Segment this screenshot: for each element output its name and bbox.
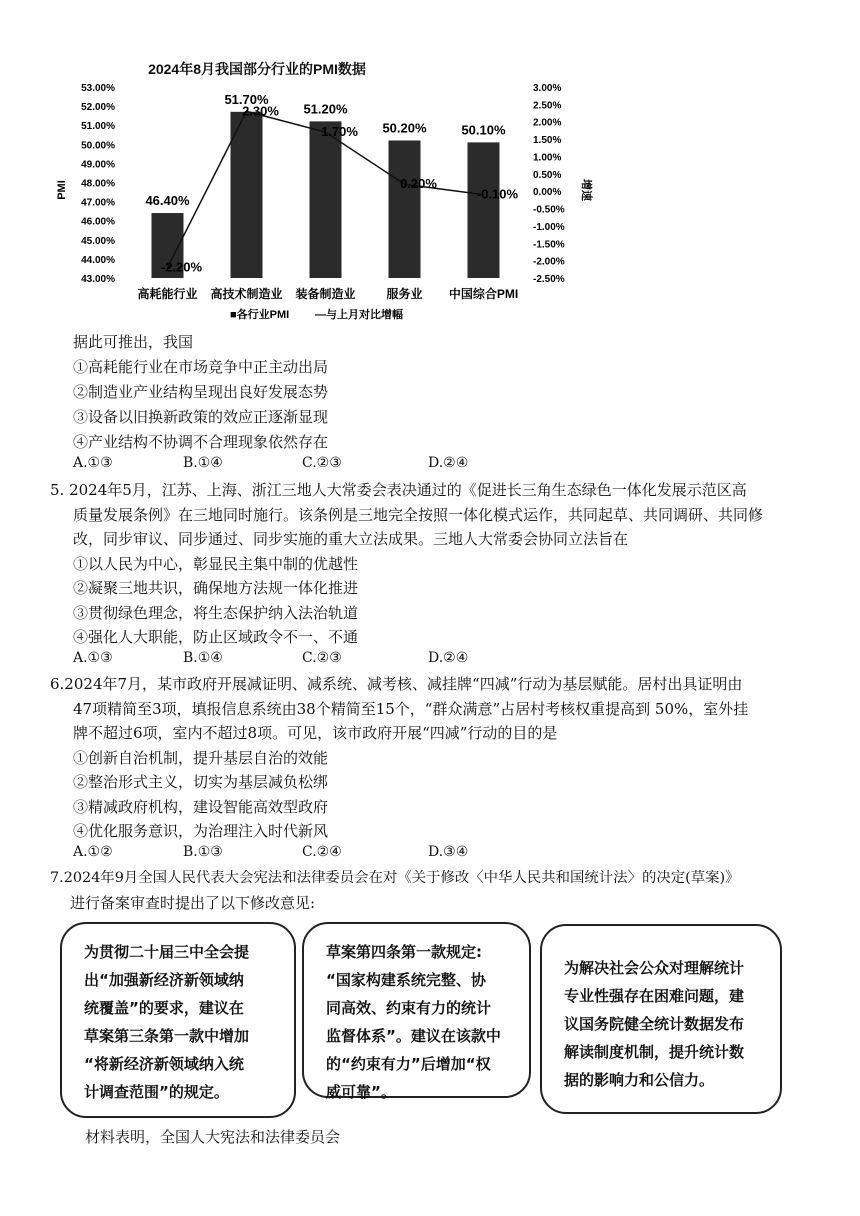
y-tick-label: 46.00% — [81, 216, 115, 228]
category-label: 服务业 — [386, 287, 423, 301]
q6-option-a[interactable]: A.①② — [73, 844, 113, 860]
q4-option-a[interactable]: A.①③ — [73, 455, 113, 471]
line-value-label: 2.30% — [242, 103, 279, 119]
q6-line-1: 6.2024年7月，某市政府开展减证明、减系统、减考核、减挂牌“四减”行动为基层赋能。居村出具证明由 — [50, 675, 743, 693]
legend — [230, 307, 403, 321]
y2-tick-label: 1.00% — [533, 152, 562, 164]
q5-line-3: 改，同步审议、同步通过、同步实施的重大立法成果。三地人大常委会协同立法旨在 — [73, 530, 629, 548]
bar-series — [145, 92, 506, 278]
y2-axis-ticks — [533, 83, 565, 285]
y-tick-label: 50.00% — [81, 140, 115, 152]
q5-option-b[interactable]: B.①④ — [183, 650, 223, 666]
q5-item-1: ①以人民为中心，彰显民主集中制的优越性 — [73, 555, 359, 573]
q6-line-2: 47项精简至3项，填报信息系统由38个精简至15个，“群众满意”占居村考核权重提高到 50%，室外挂 — [73, 700, 749, 718]
y2-tick-label: 2.50% — [533, 100, 562, 112]
q6-item-4: ④优化服务意识，为治理注入时代新风 — [73, 822, 329, 840]
q4-item-2: ②制造业产业结构呈现出良好发展态势 — [73, 383, 329, 401]
bar-value-label: 46.40% — [145, 193, 190, 209]
q5-line-1: 5. 2024年5月，江苏、上海、浙江三地人大常委会表决通过的《促进长三角生态绿色一体化发展示范区高 — [50, 481, 747, 499]
q4-item-1: ①高耗能行业在市场竞争中正主动出局 — [73, 358, 329, 376]
bar — [389, 140, 421, 278]
y-tick-label: 45.00% — [81, 235, 115, 247]
y-tick-label: 49.00% — [81, 159, 115, 171]
y-tick-label: 52.00% — [81, 102, 115, 114]
line-value-label: -0.10% — [476, 186, 519, 202]
q5-item-2: ②凝聚三地共识，确保地方法规一体化推进 — [73, 579, 359, 597]
q4-option-b[interactable]: B.①④ — [183, 455, 223, 471]
y-tick-label: 44.00% — [81, 254, 115, 266]
y2-axis-label: 增速 — [580, 179, 592, 201]
y-tick-label: 47.00% — [81, 197, 115, 209]
category-label: 高技术制造业 — [210, 287, 283, 301]
category-label: 高耗能行业 — [137, 287, 198, 301]
q6-item-1: ①创新自治机制，提升基层自治的效能 — [73, 749, 329, 767]
y-tick-label: 48.00% — [81, 178, 115, 190]
q6-item-3: ③精减政府机构，建设智能高效型政府 — [73, 798, 329, 816]
opinion-box-1 — [60, 922, 296, 1118]
y-tick-label: 43.00% — [81, 274, 115, 285]
q4-item-3: ③设备以旧换新政策的效应正逐渐显现 — [73, 408, 329, 426]
bar — [231, 112, 263, 278]
bar-value-label: 50.10% — [461, 122, 506, 138]
opinion-box-3 — [540, 924, 782, 1114]
bar-value-label: 50.20% — [382, 120, 427, 136]
opinion-box-1-text: 为贯彻二十届三中全会提 出“加强新经济新领域纳 统覆盖”的要求，建议在 草案第三条第一款中增加 “将新经济新领域纳入统 计调查范围”的规定。 — [84, 943, 250, 1101]
line-value-label: 0.20% — [400, 176, 437, 192]
q4-option-c[interactable]: C.②③ — [302, 455, 342, 471]
y-axis-ticks — [81, 83, 115, 285]
opinion-box-3-text: 为解决社会公众对理解统计 专业性强存在困难问题，建 议国务院健全统计数据发布 解读制度机制，提升统计数 据的影响力和公信力。 — [564, 959, 745, 1089]
y-tick-label: 51.00% — [81, 121, 115, 133]
bar — [310, 121, 342, 278]
q6-option-b[interactable]: B.①③ — [183, 844, 223, 860]
line-value-label: 1.70% — [321, 124, 358, 140]
y2-tick-label: -0.50% — [533, 204, 565, 216]
y2-tick-label: -2.50% — [533, 274, 565, 285]
q5-option-a[interactable]: A.①③ — [73, 650, 113, 666]
y2-tick-label: -2.00% — [533, 256, 565, 268]
legend-line-entry: —与上月对比增幅 — [315, 309, 403, 321]
q6-line-3: 牌不超过6项，室内不超过8项。可见，该市政府开展“四减”行动的目的是 — [73, 724, 558, 742]
y2-tick-label: 0.00% — [533, 187, 562, 199]
opinion-box-2-text: 草案第四条第一款规定: “国家构建系统完整、协 同高效、约束有力的统计 监督体系”。建议在该款中 的“约束有力”后增加“权 威可靠”。 — [326, 943, 501, 1101]
y2-tick-label: 0.50% — [533, 169, 562, 181]
q5-line-2: 质量发展条例》在三地同时施行。该条例是三地完全按照一体化模式运作，共同起草、共同调研、共同修 — [73, 506, 764, 524]
opinion-box-2 — [302, 922, 531, 1101]
q4-stem: 据此可推出，我国 — [73, 333, 194, 351]
q5-item-3: ③贯彻绿色理念，将生态保护纳入法治轨道 — [73, 604, 359, 622]
q5-option-c[interactable]: C.②③ — [302, 650, 342, 666]
bar — [468, 142, 500, 278]
q6-option-d[interactable]: D.③④ — [428, 844, 469, 860]
y-axis-label: PMI — [56, 180, 68, 200]
y2-tick-label: 3.00% — [533, 83, 562, 94]
q5-item-4: ④强化人大职能，防止区域政令不一、不通 — [73, 628, 359, 646]
q7-line-2: 进行备案审查时提出了以下修改意见: — [70, 894, 316, 912]
legend-bar-entry: ■各行业PMI — [230, 309, 290, 321]
y2-tick-label: 1.50% — [533, 135, 562, 147]
category-labels — [137, 286, 518, 301]
bar-value-label: 51.20% — [303, 101, 348, 117]
y2-tick-label: -1.00% — [533, 221, 565, 233]
q5-option-d[interactable]: D.②④ — [428, 650, 469, 666]
q4-item-4: ④产业结构不协调不合理现象依然存在 — [73, 433, 329, 451]
q4-option-d[interactable]: D.②④ — [428, 455, 469, 471]
category-label: 中国综合PMI — [448, 287, 519, 301]
y-tick-label: 53.00% — [81, 83, 115, 94]
category-label: 装备制造业 — [295, 287, 356, 301]
q6-option-c[interactable]: C.②④ — [302, 844, 342, 860]
chart-title: 2024年8月我国部分行业的PMI数据 — [148, 61, 366, 77]
bar-value-label: 51.70% — [224, 91, 269, 107]
y2-tick-label: 2.00% — [533, 117, 562, 129]
line-value-label: -2.20% — [160, 259, 203, 275]
y2-tick-label: -1.50% — [533, 239, 565, 251]
q7-tail: 材料表明，全国人大宪法和法律委员会 — [85, 1128, 341, 1146]
q6-item-2: ②整治形式主义，切实为基层减负松绑 — [73, 773, 329, 791]
pmi-chart — [55, 52, 595, 327]
q7-line-1: 7.2024年9月全国人民代表大会宪法和法律委员会在对《关于修改〈中华人民共和国统计法〉的决定(草案)》 — [50, 870, 740, 886]
